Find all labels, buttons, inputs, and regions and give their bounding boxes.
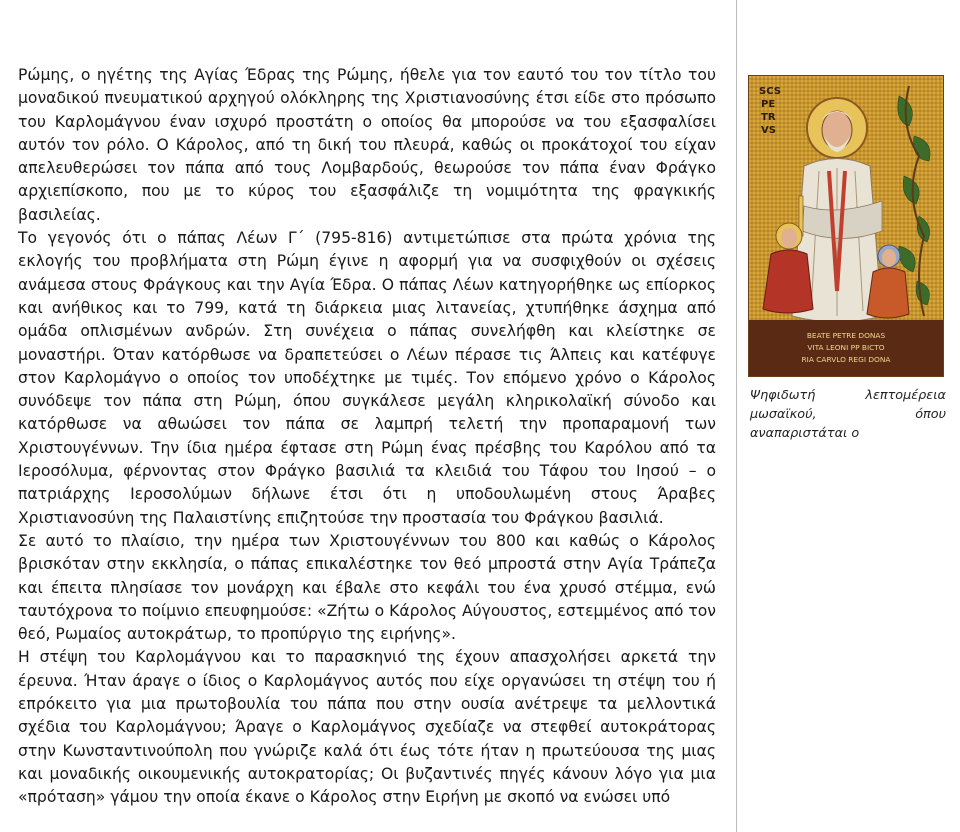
mosaic-dedication-line-2: VITA LEONI PP BICTO bbox=[807, 343, 885, 352]
paragraph-3: Σε αυτό το πλαίσιο, την ημέρα των Χριστουγέννων του 800 και καθώς ο Κάρολος βρισκόταν στην εκκλησία, ο πάπας επικαλέστηκε τον θεό μπροστά στην Αγία Τράπεζα και έπειτα πλησίασε τον μονάρχη και έβαλε στο κεφάλι του ένα χρυσό στέμμα, ενώ ταυτόχρονα το ποίμνιο επευφημούσε: «Ζήτω ο Κάρολος Αύγουστος, εστεμμένος από τον θεό, Ρωμαίος αυτοκράτωρ, το προπύργιο της ειρήνης». bbox=[18, 531, 716, 644]
figure-caption: Ψηφιδωτή λεπτομέρεια μωσαϊκού, όπου αναπαριστάται ο bbox=[750, 388, 946, 441]
mosaic-inscription-line-3: TR bbox=[761, 112, 776, 123]
column-divider bbox=[736, 0, 737, 832]
mosaic-image bbox=[748, 75, 944, 377]
paragraph-1: Ρώμης, ο ηγέτης της Αγίας Έδρας της Ρώμης, ήθελε για τον εαυτό του τον τίτλο του μοναδικού πνευματικού αρχηγού ολόκληρης της Χριστιανοσύνης έτσι είδε στο πρόσωπο του Καρλομάγνου έναν ισχυρό προστάτη ο οποίος θα μπορούσε να του εξασφαλίσει αυτόν τον ρόλο. Ο Κάρολος, από τη δική του πλευρά, καθώς οι προκάτοχοί του είχαν απελευθερώσει τον πάπα από τους Λομβαρδούς, θεωρούσε τον πάπα έναν Φράγκο αρχιεπίσκοπο, που με το κύρος του εξασφάλιζε τη νομιμότητα της φραγκικής βασιλείας. bbox=[18, 66, 716, 224]
mosaic-inscription-line-2: PE bbox=[761, 99, 776, 110]
mosaic-inscription-line-1: SCS bbox=[759, 86, 781, 97]
mosaic-dedication-line-3: RIA CARVLO REGI DONA bbox=[801, 355, 891, 364]
paragraph-2: Το γεγονός ότι ο πάπας Λέων Γ΄ (795-816) αντιμετώπισε στα πρώτα χρόνια της εκλογής του προβλήματα στη Ρώμη έγινε η αφορμή για να συσφιχθούν οι σχέσεις ανάμεσα στους Φράγκους και την Αγία Έδρα. Ο πάπας Λέων κατηγορήθηκε ως επίορκος και ανήθικος και το 799, κατά τη διάρκεια μιας λιτανείας, χτυπήθηκε άσχημα από ομάδα οπλισμένων ανδρών. Στη συνέχεια ο πάπας συνελήφθη και κλείστηκε σε μοναστήρι. Όταν κατόρθωσε να δραπετεύσει ο Λέων πέρασε τις Άλπεις και κατέφυγε στον Καρλομάγνο ο οποίος τον υποδέχτηκε με τιμές. Τον επόμενο χρόνο ο Κάρολος συνόδεψε τον πάπα στη Ρώμη, όπου συγκάλεσε μεγάλη κληρικολαϊκή σύνοδο και κατόρθωσε να αθωώσει τον πάπα σε λαμπρή τελετή την προπαραμονή των Χριστουγέννων. Την ίδια ημέρα έφτασε στη Ρώμη ένας πρέσβης του Καρόλου από τα Ιεροσόλυμα, φέρνοντας στον Φράγκο βασιλιά τα κλειδιά του Τάφου του Ιησού – ο πατριάρχης Ιεροσολύμων δήλωνε έτσι ότι η υποδουλωμένη στους Άραβες Χριστιανοσύνη της Παλαιστίνης επιζητούσε την προστασία του Φράγκου βασιλιά. bbox=[18, 229, 716, 527]
paragraph-4: Η στέψη του Καρλομάγνου και το παρασκηνιό της έχουν απασχολήσει αρκετά την έρευνα. Ήταν άραγε ο ίδιος ο Καρλομάγνος αυτός που είχε οργανώσει τη στέψη του ή επρόκειτο για μια πρωτοβουλία του πάπα που στην ουσία ανέτρεψε τα μελλοντικά σχέδια του Καρλομάγνου; Άραγε ο Καρλομάγνος σχεδίαζε να στεφθεί αυτοκράτορας στην Κωνσταντινούπολη που γνώριζε καλά ότι έως τότε ήταν η πρωτεύουσα της μιας και μοναδικής οικουμενικής αυτοκρατορίας; Οι βυζαντινές πηγές κάνουν λόγο για μια «πρόταση» γάμου την οποία έκανε ο Κάρολος στην Ειρήνη με σκοπό να ενώσει υπό bbox=[18, 648, 716, 807]
mosaic-dedication-line-1: BEATE PETRE DONAS bbox=[806, 331, 886, 340]
mosaic-inscription-line-4: VS bbox=[761, 125, 776, 136]
main-text-column bbox=[18, 64, 716, 810]
